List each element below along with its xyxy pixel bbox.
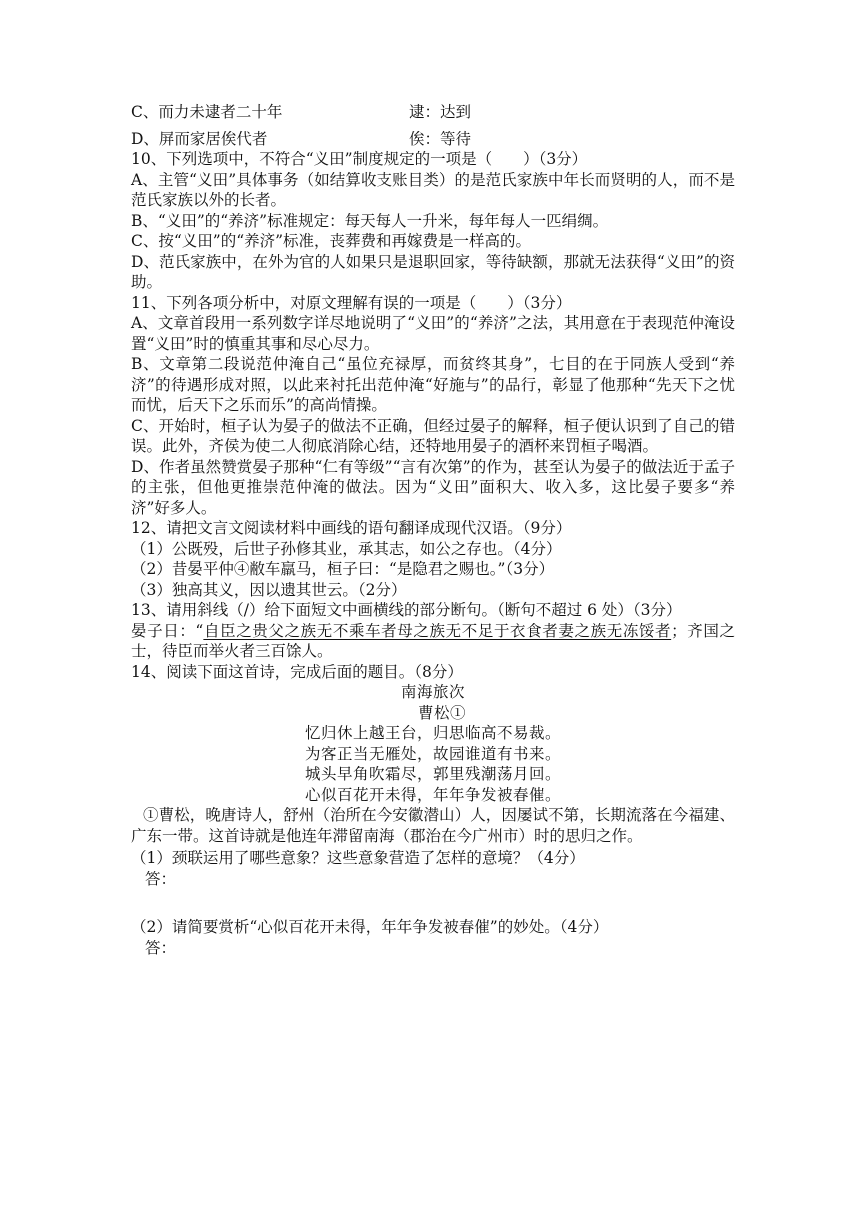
poem-footnote: ①曹松，晚唐诗人，舒州（治所在今安徽潜山）人，因屡试不第，长期流落在今福建、广东一带。这首诗就是他连年滞留南海（郡治在今广州市）时的思归之作。	[131, 806, 735, 845]
poem	[131, 682, 735, 805]
q14-sub-1: （1）颈联运用了哪些意象？这些意象营造了怎样的意境？（4分）	[131, 849, 585, 867]
q10-option-c: C、按“义田”的“养济”标准，丧葬费和再嫁费是一样高的。	[131, 232, 532, 250]
q14-stem: 14、阅读下面这首诗，完成后面的题目。（8分）	[131, 662, 463, 681]
q14-sub-2: （2）请简要赏析“心似百花开未得，年年争发被春催”的妙处。（4分）	[131, 918, 609, 936]
q13-passage	[131, 621, 735, 662]
q14-answer-space-1[interactable]	[131, 889, 735, 917]
q10-option-d: D、范氏家族中，在外为官的人如果只是退职回家，等待缺额，那就无法获得“义田”的资助。	[131, 252, 735, 291]
q11-stem: 11、下列各项分析中，对原文理解有误的一项是（ ）（3分）	[131, 293, 572, 312]
q13-stem: 13、请用斜线（/）给下面短文中画横线的部分断句。（断句不超过 6 处）（3分）	[131, 601, 682, 619]
q12-stem: 12、请把文言文阅读材料中画线的语句翻译成现代汉语。（9分）	[131, 519, 572, 537]
q11-option-b: B、文章第二段说范仲淹自己“虽位充禄厚，而贫终其身”，七目的在于同族人受到“养济”的待遇形成对照，以此来衬托出范仲淹“好施与”的品行，彰显了他那种“先天下之忧而忧，后天下之乐而乐”的高尚情操。	[131, 355, 735, 414]
q14-answer-space-2[interactable]	[131, 958, 735, 986]
q14-answer-label-1: 答：	[145, 869, 177, 888]
poem-title: 南海旅次	[400, 683, 465, 701]
q10-option-b: B、“义田”的“养济”标准规定：每天每人一升米，每年每人一匹绢绸。	[131, 211, 609, 230]
q9-option-c-text: C、而力未逮者二十年	[131, 103, 283, 121]
q9-option-d-gloss: 俟：等待	[409, 129, 472, 148]
q14-answer-label-2: 答：	[145, 938, 177, 957]
q13-prefix: 晏子日：“	[131, 621, 204, 640]
q12-item-2: （2）昔晏平仲④敝车羸马，桓子曰：“是隐君之赐也。”（3分）	[131, 560, 555, 578]
exam-page	[131, 102, 735, 986]
q9-option-d	[131, 129, 735, 150]
q10-stem: 10、下列选项中，不符合“义田”制度规定的一项是（ ）（3分）	[131, 150, 588, 168]
q11-option-c: C、开始时，桓子认为晏子的做法不正确，但经过晏子的解释，桓子便认识到了自己的错误。此外，齐侯为使二人彻底消除心结，还特地用晏子的酒杯来罚桓子喝酒。	[131, 416, 735, 455]
q9-option-d-text: D、屏而家居俟代者	[131, 129, 268, 148]
q13-underlined-text: 自臣之贵父之族无不乘车者母之族无不足于衣食者妻之族无冻馁者	[203, 621, 672, 640]
poem-line-1: 忆归休上越王台，归思临高不易裁。	[304, 724, 561, 742]
q10-option-a: A、主管“义田”具体事务（如结算收支账目类）的是范氏家族中年长而贤明的人，而不是范氏家族以外的长者。	[131, 170, 735, 209]
q11-option-a: A、文章首段用一系列数字详尽地说明了“义田”的“养济”之法，其用意在于表现范仲淹设置“义田”时的慎重其事和尽心尽力。	[131, 314, 735, 353]
poem-line-3: 城头早角吹霜尽，郭里残潮荡月回。	[304, 765, 561, 783]
poem-author: 曹松①	[417, 703, 466, 722]
q12-item-3: （3）独高其义，因以遗其世云。（2分）	[131, 580, 407, 599]
q9-option-c-gloss: 逮：达到	[409, 103, 472, 121]
q9-option-c	[131, 102, 735, 123]
q12-item-1: （1）公既殁，后世子孙修其业，承其志，如公之存也。（4分）	[131, 539, 562, 558]
poem-line-4: 心似百花开未得，年年争发被春催。	[304, 785, 561, 804]
q13-suffix: ；齐国之士，待臣而举火者三百馀人。	[131, 621, 735, 660]
q11-option-d: D、作者虽然赞赏晏子那种“仁有等级”“言有次第”的作为，甚至认为晏子的做法近于孟子的主张，但他更推崇范仲淹的做法。因为“义田”面积大、收入多，这比晏子要多“养济”好多人。	[131, 457, 735, 517]
poem-line-2: 为客正当无雁处，故园谁道有书来。	[304, 744, 561, 763]
